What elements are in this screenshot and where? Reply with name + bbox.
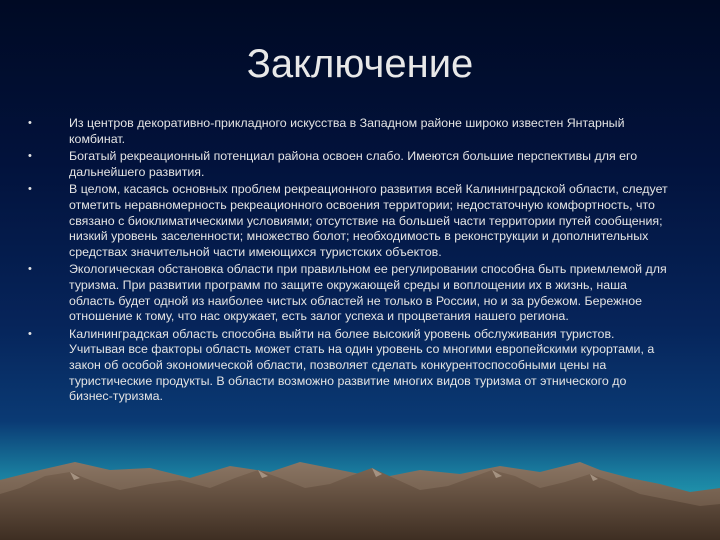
bullet-item [28,182,668,260]
bullet-text: В целом, касаясь основных проблем рекреационного развития всей Калининградской области, следует отметить неравномерность рекреационного освоения территории; недостаточную комфортность, что связано с биоклиматическими условиями; отсутствие на большей части территории путей сообщения; низкий уровень заселенности; множество болот; необходимость в реконструкции и дополнительных средствах значительной части имеющихся туристских объектов. [69,182,668,259]
bullet-marker: • [28,263,32,276]
bullet-text: Калининградская область способна выйти на более высокий уровень обслуживания туристов. Учитывая все факторы область может стать на один уровень со многими европейскими курортами, а закон об особой экономической области, позволяет сделать конкурентоспособными цены на туристические продукты. В области возможно развитие многих видов туризма от этнического до бизнес-туризма. [69,326,655,404]
bullet-list [28,116,668,407]
bullet-text: Богатый рекреационный потенциал района освоен слабо. Имеются большие перспективы для его дальнейшего развития. [69,149,638,179]
bullet-marker: • [28,327,32,340]
bullet-item [28,327,668,405]
bullet-text: Экологическая обстановка области при правильном ее регулировании способна быть приемлемой для туризма. При развитии программ по защите окружающей среды и воплощении их в жизнь, наша область будет одной из наиболее чистых областей не только в России, но и за рубежом. Бережное отношение к тому, что нас окружает, есть залог успеха и процветания нашего региона. [69,262,667,324]
bullet-item [28,116,668,147]
bullet-marker: • [28,117,32,129]
bullet-text: Из центров декоративно-прикладного искусства в Западном районе широко известен Янтарный комбинат. [69,116,625,146]
bullet-marker: • [28,150,32,163]
bullet-marker: • [28,183,32,196]
bullet-item [28,262,668,324]
slide-title: Заключение [246,42,474,86]
bullet-item [28,149,668,180]
